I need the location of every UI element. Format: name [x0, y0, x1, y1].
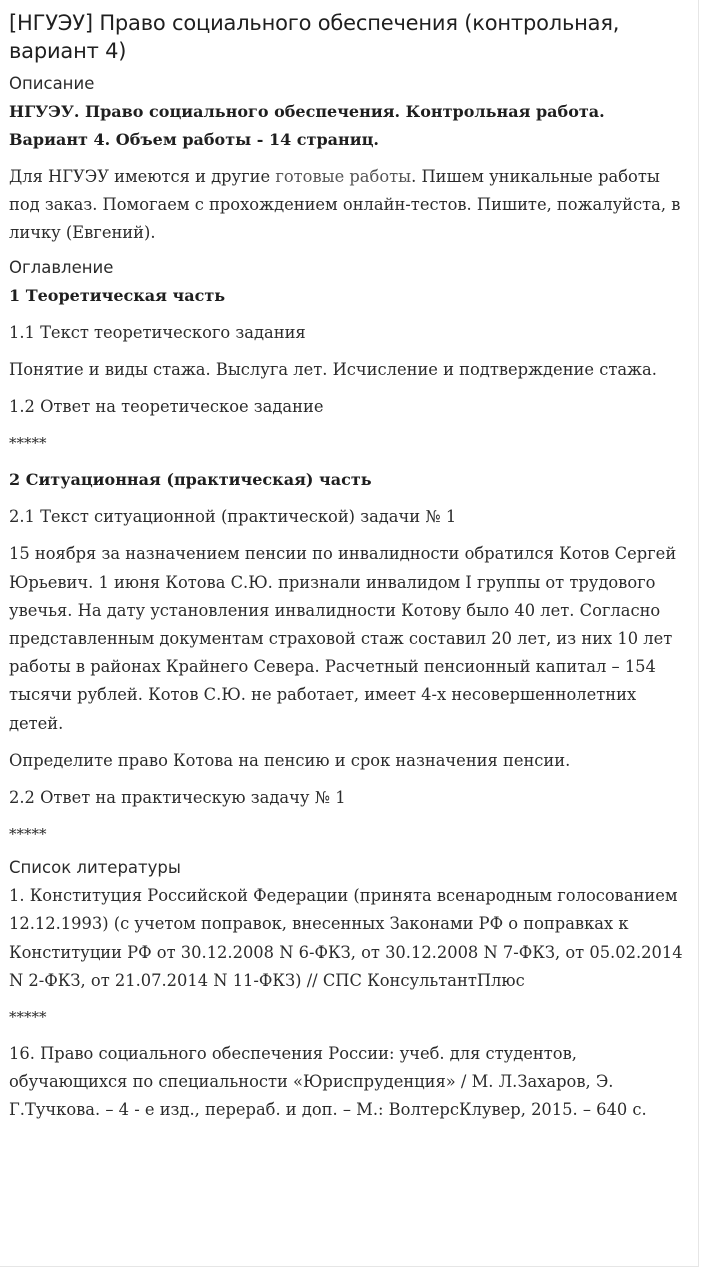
- part2-task-text: 15 ноября за назначением пенсии по инвалидности обратился Котов Сергей Юрьевич. 1 июня Котова С.Ю. признали инвалидом I группы от трудового увечья. На дату установления инвалидности Котову было 40 лет. Согласно представленным документам страховой стаж составил 20 лет, из них 10 лет работы в районах Крайнего Севера. Расчетный пенсионный капитал – 154 тысячи рублей. Котов С.Ю. не работает, имеет 4-х несовершеннолетних детей.: [9, 544, 677, 733]
- description-label: Описание: [9, 74, 95, 93]
- description-bold-line: Вариант 4. Объем работы - 14 страниц.: [9, 130, 379, 149]
- part2-task-heading: 2.1 Текст ситуационной (практической) задачи № 1: [9, 507, 457, 527]
- literature-section: [9, 857, 691, 1124]
- description-bold-line: НГУЭУ. Право социального обеспечения. Контрольная работа.: [9, 102, 605, 121]
- toc-section: [9, 257, 691, 848]
- part2-answer-heading: 2.2 Ответ на практическую задачу № 1: [9, 788, 346, 808]
- part2-title: 2 Ситуационная (практическая) часть: [9, 470, 372, 490]
- part1-answer-heading: 1.2 Ответ на теоретическое задание: [9, 397, 324, 417]
- toc-label: Оглавление: [9, 257, 114, 277]
- page-title: [НГУЭУ] Право социального обеспечения (контрольная, вариант 4): [9, 11, 620, 63]
- description-bold-block: [9, 98, 691, 154]
- ready-works-link[interactable]: готовые работы: [275, 167, 412, 186]
- document-content: [9, 0, 691, 1134]
- literature-item: 1. Конституция Российской Федерации (принята всенародным голосованием 12.12.1993) (с учетом поправок, внесенных Законами РФ о поправках к Конституции РФ от 30.12.2008 N 6-ФКЗ, от 30.12.2008 N 7-ФКЗ, от 05.02.2014 N 2-ФКЗ, от 21.07.2014 N 11-ФКЗ) // СПС КонсультантПлюс: [9, 886, 683, 990]
- part1-task-heading: 1.1 Текст теоретического задания: [9, 322, 306, 342]
- literature-label: Список литературы: [9, 858, 181, 878]
- part1-title: 1 Теоретическая часть: [9, 285, 226, 305]
- part2-stars: *****: [9, 825, 47, 844]
- literature-stars: *****: [9, 1008, 47, 1027]
- description-text-start: Для НГУЭУ имеются и другие: [9, 167, 276, 186]
- part1-task-text: Понятие и виды стажа. Выслуга лет. Исчисление и подтверждение стажа.: [9, 359, 657, 379]
- part2-question: Определите право Котова на пенсию и срок назначения пенсии.: [9, 750, 571, 770]
- description-text-end: . Пишем уникальные работы под заказ. Помогаем с прохождением онлайн-тестов. Пишите, пожалуйста, в личку (Евгений).: [9, 167, 681, 243]
- part1-stars: *****: [9, 434, 47, 453]
- description-text: [9, 163, 691, 248]
- description-section: [9, 73, 691, 248]
- literature-item: 16. Право социального обеспечения России: учеб. для студентов, обучающихся по специальности «Юриспруденция» / М. Л.Захаров, Э. Г.Тучкова. – 4 - е изд., перераб. и доп. – М.: ВолтерсКлувер, 2015. – 640 с.: [9, 1044, 647, 1120]
